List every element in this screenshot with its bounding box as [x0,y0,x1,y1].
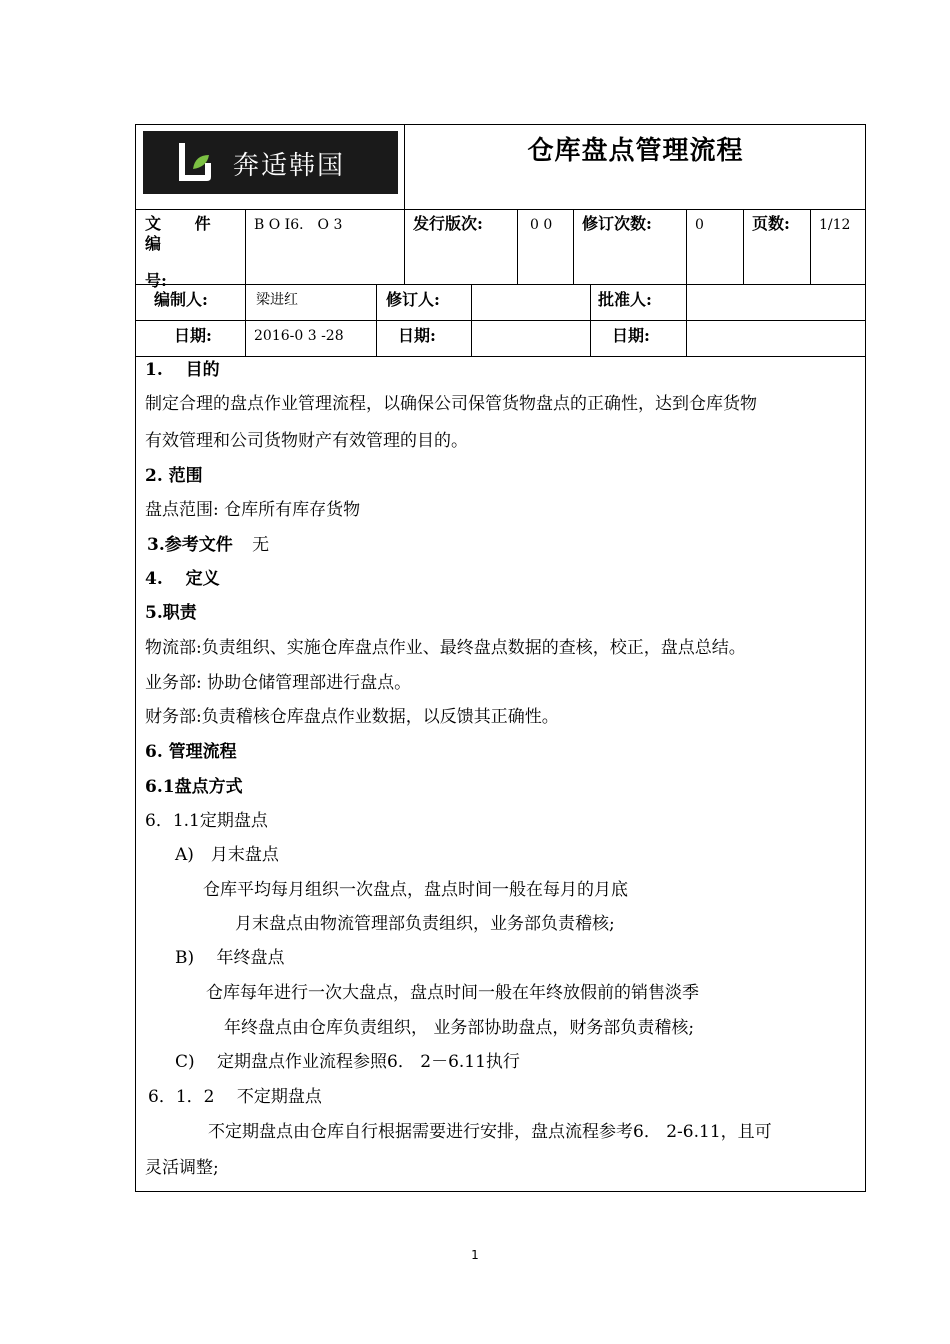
section-heading: 4. 定义 [145,569,220,589]
table-rule [245,284,246,357]
paragraph-line: 盘点范围: 仓库所有库存货物 [145,500,361,520]
approver-label: 批准人: [598,290,652,309]
date1-value: 2016-0 3 -28 [254,328,344,344]
table-rule [517,209,518,285]
table-rule [376,284,377,357]
paragraph-line: 业务部: 协助仓储管理部进行盘点。 [145,673,412,693]
paragraph-line: 不定期盘点由仓库自行根据需要进行安排，盘点流程参考6． 2-6.11，且可 [208,1122,772,1142]
table-rule [686,209,687,285]
paragraph-line: 仓库平均每月组织一次盘点，盘点时间一般在每月的月底 [203,880,628,900]
list-item: B) 年终盘点 [175,948,285,968]
company-logo [143,131,398,194]
doc-number-label-line2: 号: [145,271,167,290]
paragraph-line: 灵活调整; [145,1158,219,1178]
table-rule [471,284,472,357]
date1-label: 日期: [174,326,212,345]
subsection-heading: 6．1．2 不定期盘点 [148,1087,322,1107]
section-heading: 1. 目的 [145,360,220,380]
revision-value: 0 [695,217,704,233]
list-item: C) 定期盘点作业流程参照6． 2－6.11执行 [175,1052,520,1072]
paragraph-line: 制定合理的盘点作业管理流程，以确保公司保管货物盘点的正确性，达到仓库货物 [145,394,757,414]
section-heading: 2. 范围 [145,466,203,486]
paragraph-line: 年终盘点由仓库负责组织， 业务部协助盘点，财务部负责稽核; [224,1018,695,1038]
paragraph-line: 月末盘点由物流管理部负责组织，业务部负责稽核; [235,914,615,934]
pages-value: 1/12 [819,217,851,233]
section-heading: 3.参考文件 [147,535,233,555]
doc-number-value: B O I6． O 3 [254,217,343,233]
date2-label: 日期: [398,326,436,345]
section-value: 无 [252,535,270,555]
paragraph-line: 仓库每年进行一次大盘点，盘点时间一般在年终放假前的销售淡季 [206,983,699,1003]
paragraph-line: 财务部:负责稽核仓库盘点作业数据，以反馈其正确性。 [145,707,559,727]
section-heading: 6. 管理流程 [145,742,237,762]
author-label: 编制人: [154,290,208,309]
author-value: 梁进红 [256,292,298,308]
doc-number-label [145,214,237,291]
version-value: 0 0 [530,217,553,233]
table-rule [245,209,246,285]
paragraph-line: 有效管理和公司货物财产有效管理的目的。 [145,431,468,451]
subsection-heading: 6.1盘点方式 [145,777,243,797]
table-rule [810,209,811,285]
subsection-heading: 6．1.1定期盘点 [145,811,268,831]
doc-number-label-line1: 文 件 编 [145,214,225,253]
revision-label: 修订次数: [582,214,652,233]
table-rule [573,209,574,285]
section-heading-row [147,535,269,555]
table-rule [686,284,687,357]
table-rule [404,209,405,285]
section-heading: 5.职责 [145,603,197,623]
list-item: A) 月末盘点 [175,845,279,865]
reviser-label: 修订人: [386,290,440,309]
table-rule [743,209,744,285]
logo-text: 奔适韩国 [233,151,346,181]
date3-label: 日期: [612,326,650,345]
pages-label: 页数: [752,214,790,233]
version-label: 发行版次: [413,214,483,233]
logo-mark-icon [177,141,215,185]
paragraph-line: 物流部:负责组织、实施仓库盘点作业、最终盘点数据的查核，校正，盘点总结。 [145,638,746,658]
page-number: 1 [471,1248,479,1262]
document-title: 仓库盘点管理流程 [527,136,744,166]
table-rule [590,284,591,357]
